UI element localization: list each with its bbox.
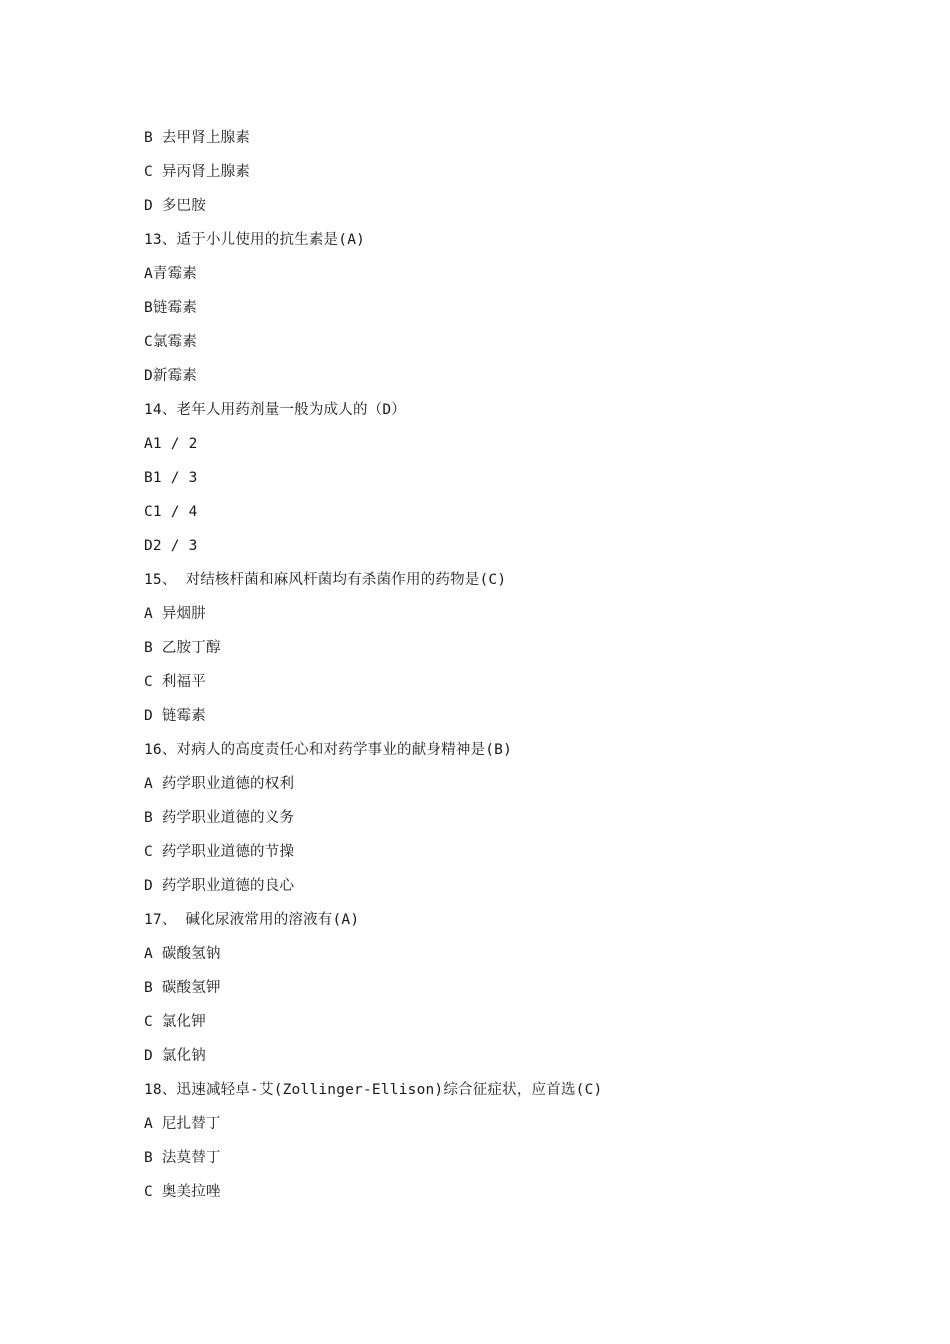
question-line: 16、对病人的高度责任心和对药学事业的献身精神是(B) bbox=[144, 742, 513, 758]
option-line: B 碳酸氢钾 bbox=[144, 980, 221, 996]
option-line: B 法莫替丁 bbox=[144, 1150, 221, 1166]
option-line: B 去甲肾上腺素 bbox=[144, 130, 251, 146]
option-line: A 碳酸氢钠 bbox=[144, 946, 221, 962]
option-line: D 多巴胺 bbox=[144, 198, 206, 214]
option-line: C 异丙肾上腺素 bbox=[144, 164, 251, 180]
option-line: D新霉素 bbox=[144, 368, 198, 384]
option-line: A 尼扎替丁 bbox=[144, 1116, 221, 1132]
option-line: A 异烟肼 bbox=[144, 606, 206, 622]
question-line: 17、 碱化尿液常用的溶液有(A) bbox=[144, 912, 360, 928]
option-line: C 氯化钾 bbox=[144, 1014, 206, 1030]
option-line: D 氯化钠 bbox=[144, 1048, 206, 1064]
option-line: D2 / 3 bbox=[144, 538, 198, 554]
option-line: A 药学职业道德的权利 bbox=[144, 776, 295, 792]
option-line: B 乙胺丁醇 bbox=[144, 640, 221, 656]
option-line: A青霉素 bbox=[144, 266, 198, 282]
question-line: 14、老年人用药剂量一般为成人的（D） bbox=[144, 402, 406, 418]
question-line: 18、迅速减轻卓-艾(Zollinger-Ellison)综合征症状，应首选(C) bbox=[144, 1082, 603, 1098]
option-line: D 链霉素 bbox=[144, 708, 206, 724]
option-line: B链霉素 bbox=[144, 300, 198, 316]
option-line: B 药学职业道德的义务 bbox=[144, 810, 295, 826]
option-line: A1 / 2 bbox=[144, 436, 198, 452]
option-line: C 利福平 bbox=[144, 674, 206, 690]
question-list bbox=[144, 124, 904, 1212]
option-line: C氯霉素 bbox=[144, 334, 198, 350]
option-line: C1 / 4 bbox=[144, 504, 198, 520]
option-line: B1 / 3 bbox=[144, 470, 198, 486]
option-line: C 奥美拉唑 bbox=[144, 1184, 221, 1200]
option-line: D 药学职业道德的良心 bbox=[144, 878, 295, 894]
option-line: C 药学职业道德的节操 bbox=[144, 844, 295, 860]
question-line: 13、适于小儿使用的抗生素是(A) bbox=[144, 232, 366, 248]
question-line: 15、 对结核杆菌和麻风杆菌均有杀菌作用的药物是(C) bbox=[144, 572, 507, 588]
